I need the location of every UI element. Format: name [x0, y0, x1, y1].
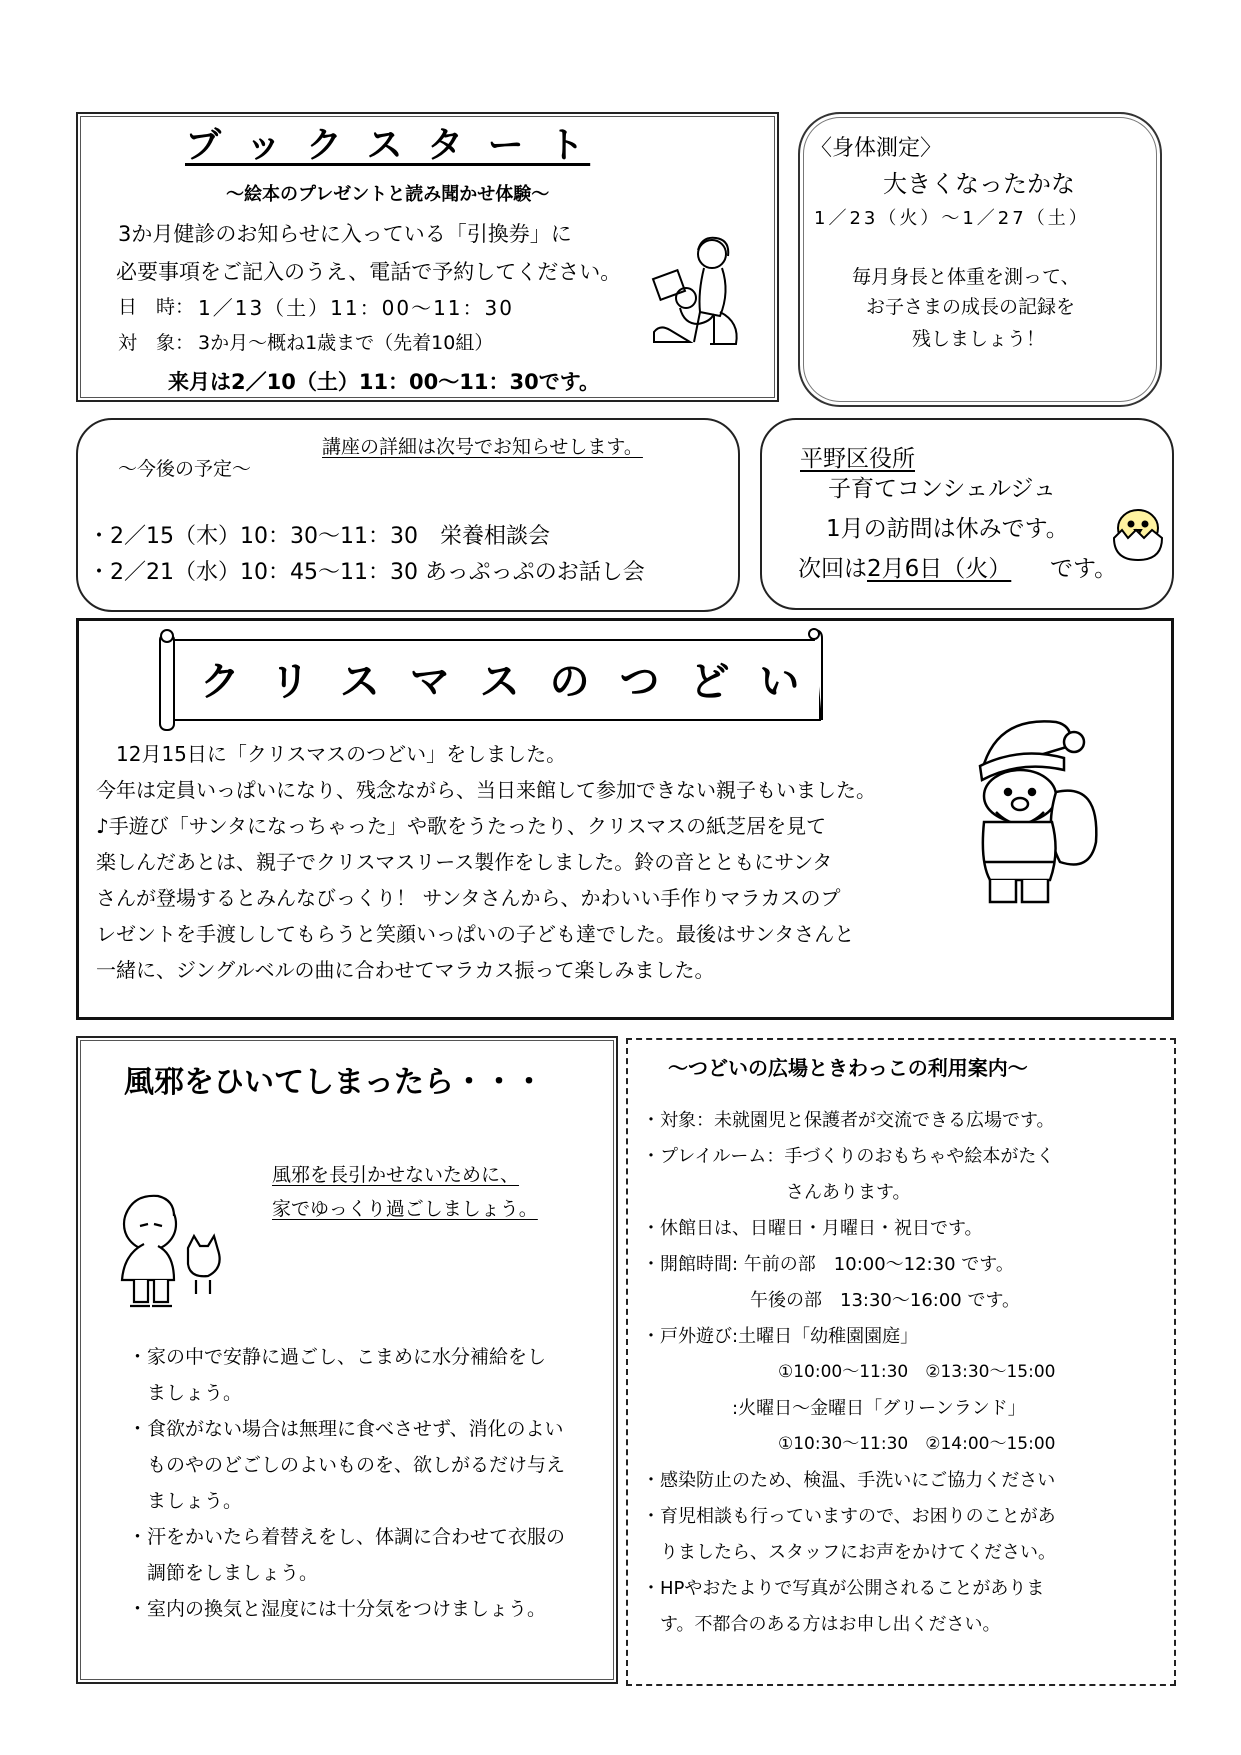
usage-line: 午後の部 13:30～16:00 です。: [642, 1290, 1021, 1311]
bookstart-line1: 3か月健診のお知らせに入っている「引換券」に: [118, 222, 572, 246]
bookstart-line2: 必要事項をご記入のうえ、電話で予約してください。: [116, 260, 622, 284]
concierge-line2-date: 2月6日（火）: [867, 556, 1012, 582]
bookstart-subtitle: ～絵本のプレゼントと読み聞かせ体験～: [226, 184, 550, 205]
schedule-item1: ・2／15（木）10：30～11：30 栄養相談会: [88, 524, 550, 549]
cold-line: ・室内の換気と湿度には十分気をつけましょう。: [128, 1598, 547, 1620]
measure-body2: お子さまの成長の記録を: [866, 296, 1076, 318]
cold-line: ましょう。: [128, 1490, 243, 1512]
usage-line: ・育児相談も行っていますので、お困りのことがあ: [642, 1506, 1056, 1527]
usage-line: ・開館時間: 午前の部 10:00～12:30 です。: [642, 1254, 1014, 1275]
usage-line: ・プレイルーム：手づくりのおもちゃや絵本がたく: [642, 1146, 1055, 1167]
mother-reading-icon: [650, 232, 750, 352]
concierge-title: 子育てコンシェルジュ: [828, 476, 1056, 502]
christmas-line: 楽しんだあとは、親子でクリスマスリース製作をしました。鈴の音とともにサンタ: [96, 850, 833, 874]
bookstart-title: ブ ッ ク ス タ ー ト: [185, 125, 591, 166]
measure-title: 大きくなったかな: [883, 170, 1075, 198]
usage-line: ・戸外遊び:土曜日「幼稚園園庭」: [642, 1326, 919, 1347]
chick-icon: [1106, 500, 1170, 564]
schedule-heading: ～今後の予定～: [118, 458, 252, 480]
concierge-line2-prefix: 次回は: [798, 556, 867, 582]
concierge-line1: 1月の訪問は休みです。: [826, 516, 1069, 542]
measure-heading: 〈身体測定〉: [810, 136, 943, 161]
measure-body1: 毎月身長と体重を測って、: [852, 266, 1080, 288]
usage-line: ・休館日は、日曜日・月曜日・祝日です。: [642, 1218, 983, 1239]
christmas-title: ク リ ス マ ス の つ ど い: [200, 659, 808, 705]
usage-line: ①10:00～11:30 ②13:30～15:00: [642, 1362, 1056, 1382]
usage-line: ①10:30～11:30 ②14:00～15:00: [642, 1434, 1056, 1454]
measure-dates: 1／23（火）～1／27（土）: [814, 208, 1090, 229]
cold-line: ・汗をかいたら着替えをし、体調に合わせて衣服の: [128, 1526, 566, 1548]
cold-line: ましょう。: [128, 1382, 243, 1404]
bookstart-target-label: 対 象：: [118, 332, 195, 354]
cold-line: ものやのどごしのよいものを、欲しがるだけ与え: [128, 1454, 566, 1476]
schedule-note: 講座の詳細は次号でお知らせします。: [322, 436, 643, 458]
measure-body3: 残しましょう！: [912, 328, 1046, 350]
christmas-line: ♪手遊び「サンタになっちゃった」や歌をうたったり、クリスマスの紙芝居を見て: [96, 814, 827, 838]
usage-line: す。不都合のある方はお申し出ください。: [642, 1614, 1001, 1635]
bookstart-date-label: 日 時：: [118, 296, 195, 318]
usage-line: ・感染防止のため、検温、手洗いにご協力ください: [642, 1470, 1056, 1491]
sneezing-child-icon: [104, 1184, 234, 1318]
christmas-line: 一緒に、ジングルベルの曲に合わせてマラカス振って楽しみました。: [96, 958, 715, 982]
cold-line: ・家の中で安静に過ごし、こまめに水分補給をし: [128, 1346, 547, 1368]
usage-line: さんあります。: [642, 1182, 911, 1203]
bookstart-target-value: 3か月～概ね1歳まで（先着10組）: [198, 332, 494, 354]
cold-line: ・食欲がない場合は無理に食べさせず、消化のよい: [128, 1418, 564, 1440]
cold-title: 風邪をひいてしまったら・・・: [124, 1065, 544, 1100]
santa-icon: [960, 712, 1100, 912]
usage-line: ・HPやおたよりで写真が公開されることがありま: [642, 1578, 1045, 1599]
usage-title: ～つどいの広場ときわっこの利用案内～: [668, 1056, 1028, 1080]
cold-sub2: 家でゆっくり過ごしましょう。: [272, 1198, 538, 1220]
usage-line: :火曜日～金曜日「グリーンランド」: [642, 1398, 1026, 1419]
schedule-item2: ・2／21（水）10：45～11：30 あっぷっぷのお話し会: [88, 560, 645, 585]
cold-line: 調節をしましょう。: [128, 1562, 319, 1584]
usage-line: りましたら、スタッフにお声をかけてください。: [642, 1542, 1056, 1563]
bookstart-date-value: 1／13（土）11：00～11：30: [198, 296, 514, 320]
christmas-line: 12月15日に「クリスマスのつどい」をしました。: [96, 742, 567, 766]
usage-line: ・対象：未就園児と保護者が交流できる広場です。: [642, 1110, 1055, 1131]
concierge-line2-suffix: です。: [1050, 556, 1118, 582]
concierge-office: 平野区役所: [800, 446, 915, 472]
bookstart-next-month: 来月は2／10（土）11：00～11：30です。: [168, 370, 601, 394]
christmas-line: レゼントを手渡ししてもらうと笑顔いっぱいの子ども達でした。最後はサンタさんと: [96, 922, 855, 946]
christmas-line: 今年は定員いっぱいになり、残念ながら、当日来館して参加できない親子もいました。: [96, 778, 876, 802]
christmas-line: さんが登場するとみんなびっくり！ サンタさんから、かわいい手作りマラカスのプ: [96, 886, 841, 910]
cold-sub1: 風邪を長引かせないために、: [272, 1164, 520, 1186]
